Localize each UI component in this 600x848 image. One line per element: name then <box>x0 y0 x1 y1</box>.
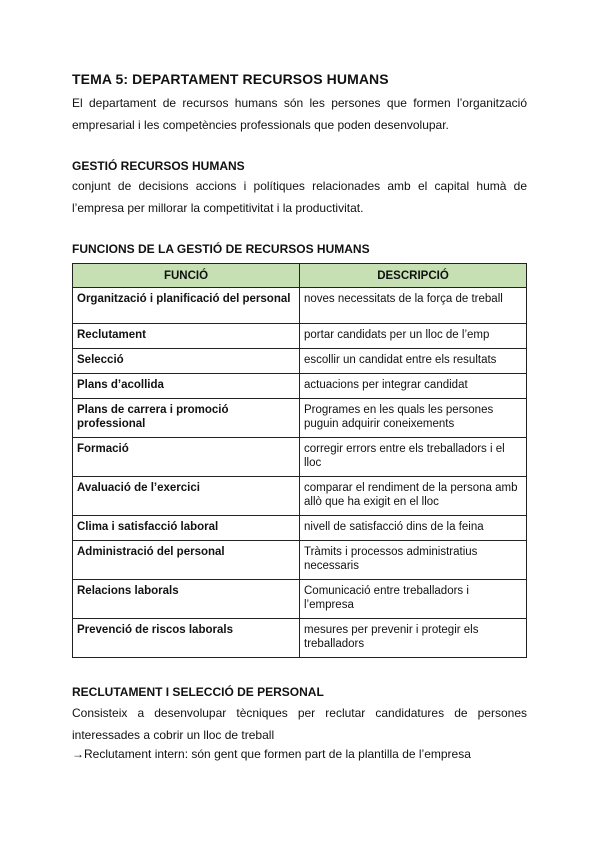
table-row <box>73 288 527 324</box>
descripcio-cell: Comunicació entre treballadors i l’empresa <box>300 580 527 619</box>
descripcio-cell: nivell de satisfacció dins de la feina <box>300 516 527 541</box>
table-row <box>73 541 527 580</box>
section-heading-gestio: GESTIÓ RECURSOS HUMANS <box>72 159 245 173</box>
funcio-cell: Selecció <box>73 349 300 374</box>
table-row <box>73 580 527 619</box>
table-row <box>73 349 527 374</box>
funcio-cell: Formació <box>73 438 300 477</box>
intro-paragraph: El departament de recursos humans són les persones que formen l’organització empresarial i les competències professionals que poden desenvolupar. <box>72 96 527 132</box>
table-row <box>73 399 527 438</box>
table-row <box>73 619 527 658</box>
descripcio-cell: comparar el rendiment de la persona amb allò que ha exigit en el lloc <box>300 477 527 516</box>
funcio-cell: Relacions laborals <box>73 580 300 619</box>
reclutament-intern-line: →Reclutament intern: són gent que formen part de la plantilla de l’empresa <box>72 747 471 761</box>
funcio-cell: Organització i planificació del personal <box>73 288 300 324</box>
descripcio-cell: noves necessitats de la força de treball <box>300 288 527 324</box>
funcio-cell: Plans de carrera i promoció professional <box>73 399 300 438</box>
descripcio-cell: Tràmits i processos administratius necessaris <box>300 541 527 580</box>
section-heading-reclutament: RECLUTAMENT I SELECCIÓ DE PERSONAL <box>72 685 324 699</box>
funcio-cell: Avaluació de l’exercici <box>73 477 300 516</box>
table-row <box>73 477 527 516</box>
funcio-cell: Reclutament <box>73 324 300 349</box>
table-header-row <box>73 264 527 288</box>
descripcio-cell: Programes en les quals les persones puguin adquirir coneixements <box>300 399 527 438</box>
column-header-funcio: FUNCIÓ <box>73 264 300 288</box>
descripcio-cell: escollir un candidat entre els resultats <box>300 349 527 374</box>
table-row <box>73 324 527 349</box>
funcio-cell: Plans d’acollida <box>73 374 300 399</box>
table-row <box>73 374 527 399</box>
table-body <box>73 288 527 658</box>
page-title: TEMA 5: DEPARTAMENT RECURSOS HUMANS <box>72 71 389 87</box>
gestio-paragraph: conjunt de decisions accions i polítiques relacionades amb el capital humà de l’empresa per millorar la competitivitat i la productivitat. <box>72 179 527 215</box>
table-row <box>73 438 527 477</box>
reclutament-paragraph: Consisteix a desenvolupar tècniques per reclutar candidatures de persones interessades a cobrir un lloc de treball <box>72 706 527 742</box>
table-row <box>73 516 527 541</box>
funcio-cell: Prevenció de riscos laborals <box>73 619 300 658</box>
functions-table <box>72 263 527 658</box>
section-heading-funcions: FUNCIONS DE LA GESTIÓ DE RECURSOS HUMANS <box>72 242 370 256</box>
descripcio-cell: corregir errors entre els treballadors i el lloc <box>300 438 527 477</box>
descripcio-cell: mesures per prevenir i protegir els treballadors <box>300 619 527 658</box>
funcio-cell: Clima i satisfacció laboral <box>73 516 300 541</box>
descripcio-cell: actuacions per integrar candidat <box>300 374 527 399</box>
funcio-cell: Administració del personal <box>73 541 300 580</box>
descripcio-cell: portar candidats per un lloc de l’emp <box>300 324 527 349</box>
column-header-descripcio: DESCRIPCIÓ <box>300 264 527 288</box>
